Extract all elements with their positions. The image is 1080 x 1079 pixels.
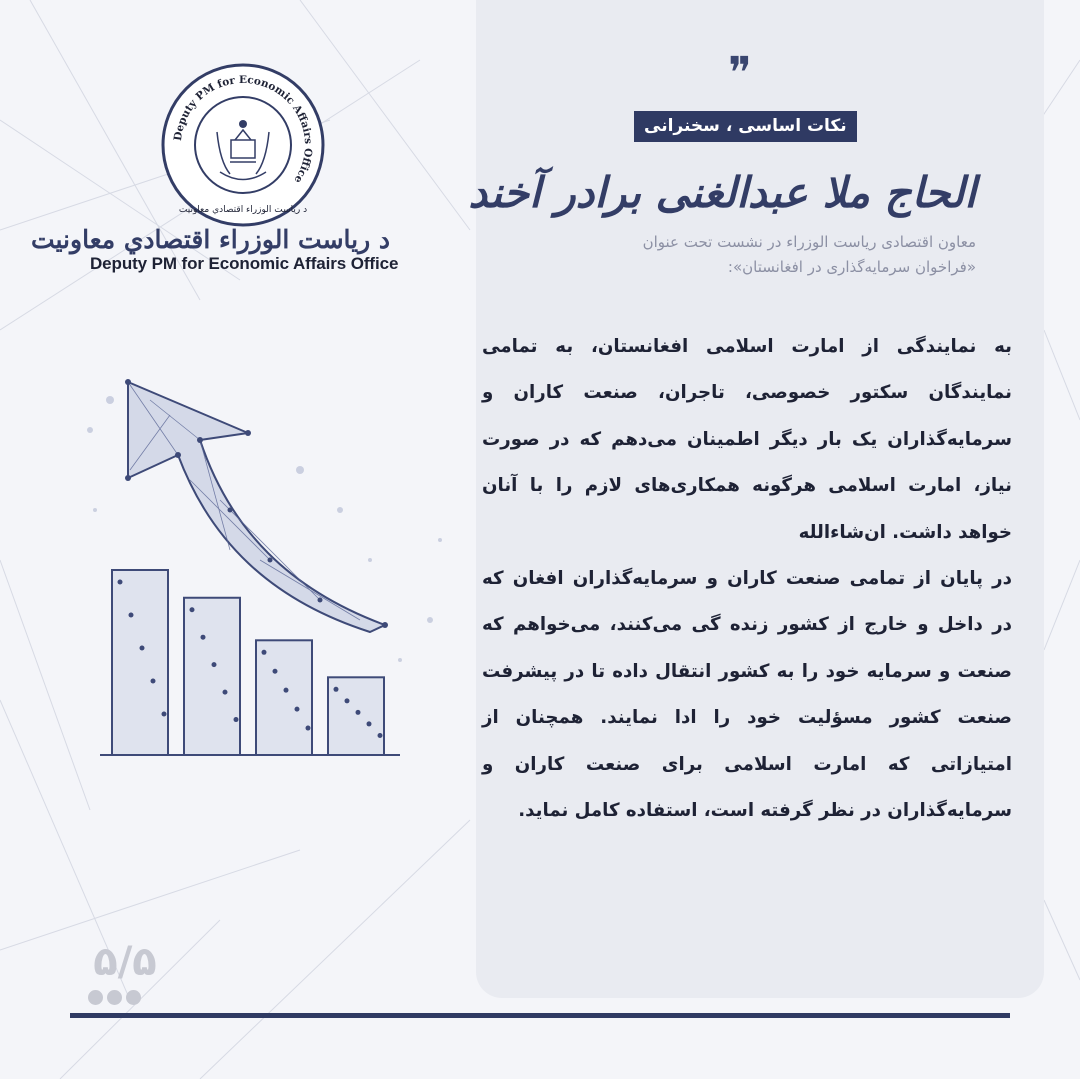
illustration-bar-node xyxy=(234,717,239,722)
illustration-bars xyxy=(100,570,400,755)
illustration-bar-node xyxy=(378,733,383,738)
illustration-bar-node xyxy=(345,698,350,703)
illustration-bar-node xyxy=(367,721,372,726)
pagination-dot xyxy=(107,990,122,1005)
speaker-name: الحاج ملا عبدالغنی برادر آخند xyxy=(468,168,976,217)
growth-arrow-bar-chart-icon xyxy=(70,360,470,780)
illustration-bar-node xyxy=(356,710,361,715)
illustration-bar-node xyxy=(223,690,228,695)
illustration-bar-node xyxy=(284,688,289,693)
speech-paragraph-1: به نمایندگی از امارت اسلامی افغانستان، به تمامی نمایندگان سکتور خصوصی، تاجران، صنعت کاران و سرمایه‌گذاران یک بار دیگر اطمینان می‌دهم که در صورت نیاز، امارت اسلامی هرگونه همکاری‌های لازم را با آنان خواهد داشت. ان‌شاءالله xyxy=(482,336,1012,543)
section-label: نکات اساسی ، سخنرانی xyxy=(634,111,857,142)
illustration-bar-node xyxy=(306,726,311,731)
illustration-bar-node xyxy=(201,635,206,640)
seal-icon xyxy=(160,62,326,228)
illustration-bar xyxy=(112,570,168,755)
seal-ring-text: Deputy PM for Economic Affairs Office xyxy=(172,73,315,186)
illustration-bar xyxy=(184,598,240,755)
illustration-bar-node xyxy=(262,650,267,655)
illustration-bar-node xyxy=(334,687,339,692)
quote-mark-icon: ❞ xyxy=(728,48,752,99)
illustration-bar-node xyxy=(273,669,278,674)
illustration-bar-node xyxy=(140,646,145,651)
office-name-fa: د ریاست الوزراء اقتصادي معاونیت xyxy=(30,225,390,254)
illustration-bar-node xyxy=(151,679,156,684)
speaker-title-line-1: معاون اقتصادی ریاست الوزراء در نشست تحت عنوان xyxy=(642,233,976,251)
illustration-bar xyxy=(256,640,312,755)
speech-text xyxy=(482,324,1012,834)
speaker-title xyxy=(520,230,976,280)
bottom-divider xyxy=(70,1013,1010,1018)
illustration-bar-node xyxy=(212,662,217,667)
page-indicator: ۵/۵ xyxy=(93,939,157,985)
seal-ring-text-fa: د ریاست الوزراء اقتصادي معاونیت xyxy=(178,205,308,215)
pagination-dots xyxy=(88,990,152,1006)
pagination-dot xyxy=(126,990,141,1005)
illustration-bar-node xyxy=(295,707,300,712)
office-seal-logo xyxy=(160,62,326,228)
illustration-bar-node xyxy=(118,580,123,585)
speech-paragraph-2: در پایان از تمامی صنعت کاران و سرمایه‌گذاران افغان که در داخل و خارج از کشور زنده گی می‌کنند، می‌خواهم که صنعت و سرمایه خود را به کشور انتقال داده تا در پیشرفت صنعت کشور مسؤلیت خود را ادا نمایند. همچنان از امتیازاتی که امارت اسلامی برای صنعت کاران و سرمایه‌گذاران در نظر گرفته است، استفاده کامل نماید. xyxy=(482,568,1012,822)
illustration-bar-node xyxy=(190,607,195,612)
illustration-bar-node xyxy=(162,712,167,717)
office-name-en: Deputy PM for Economic Affairs Office xyxy=(90,254,399,273)
pagination-dot xyxy=(88,990,103,1005)
illustration-bar-node xyxy=(129,613,134,618)
speaker-title-line-2: «فراخوان سرمایه‌گذاری در افغانستان»: xyxy=(727,258,976,276)
